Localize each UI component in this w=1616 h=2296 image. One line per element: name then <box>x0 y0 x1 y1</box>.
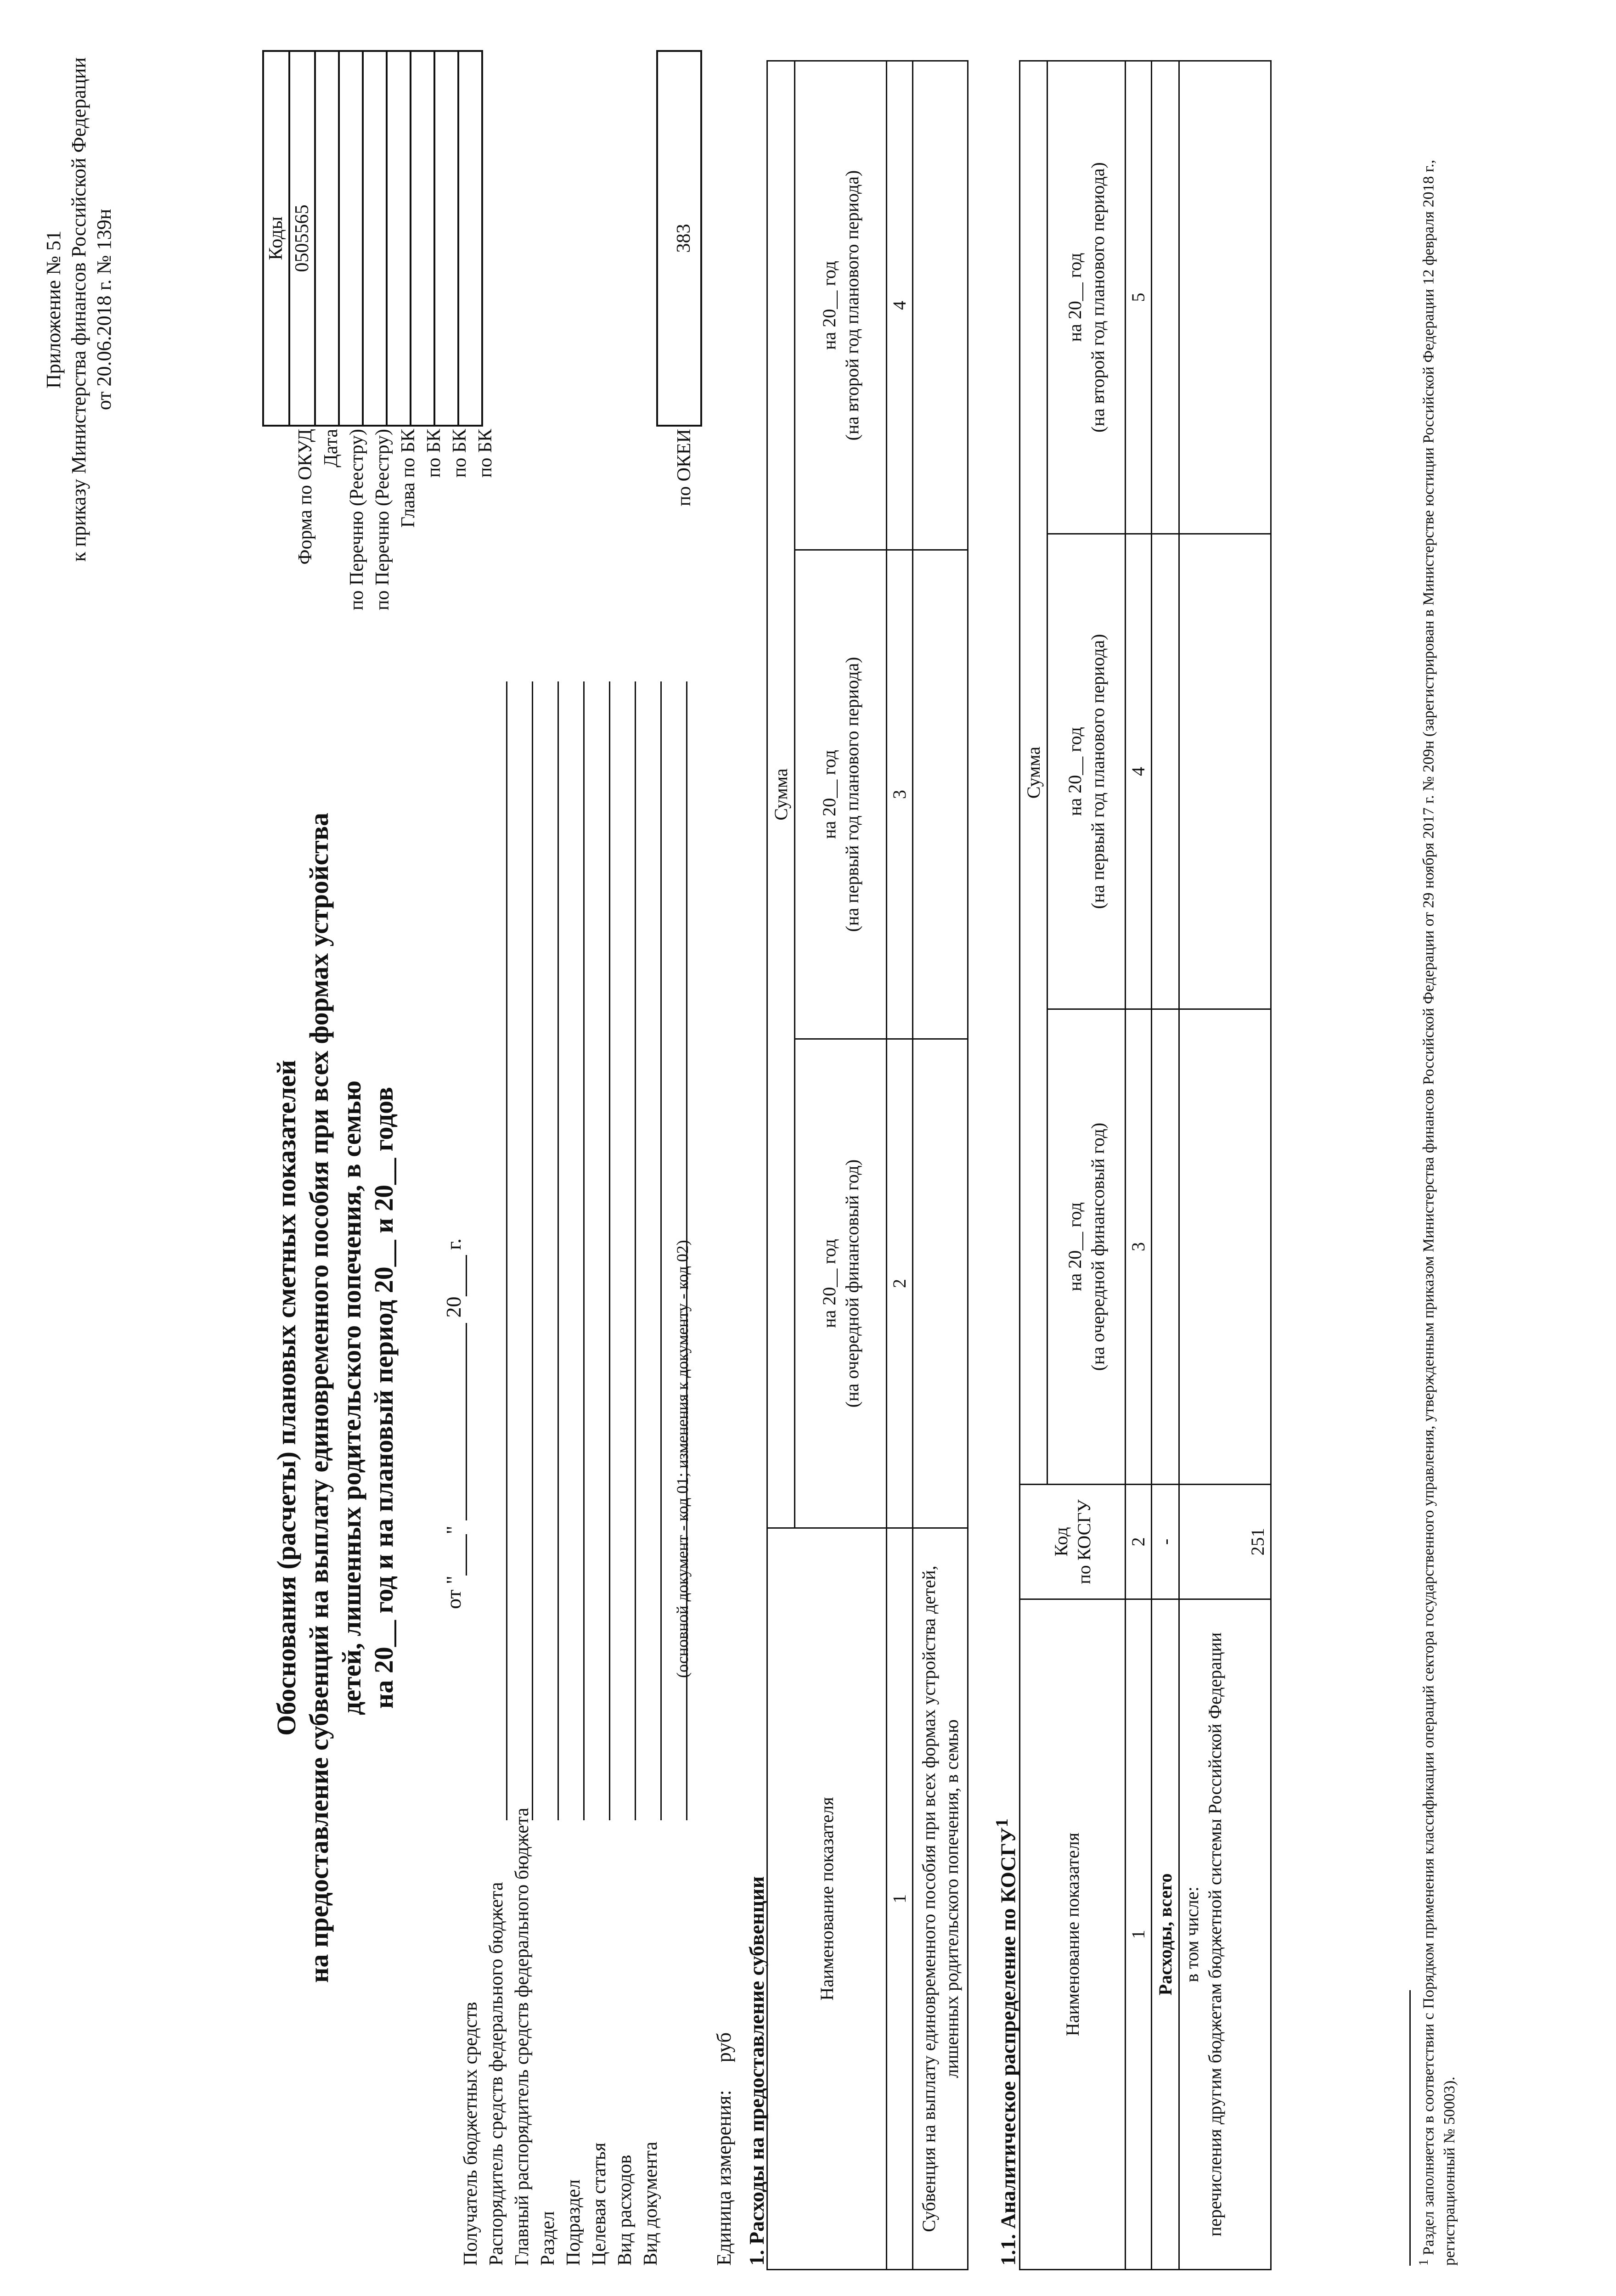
s1-col4-desc: (на второй год планового периода) <box>841 170 862 441</box>
field-label-expense-type: Вид расходов <box>614 2155 636 2266</box>
code-value-bk-1[interactable] <box>411 51 434 426</box>
field-label-target-article: Целевая статья <box>589 2142 610 2266</box>
s11-row-value-2[interactable] <box>1179 534 1271 1009</box>
field-line-manager[interactable] <box>507 681 533 1820</box>
title-line-2: на предоставление субвенций на выплату единовременного пособия при всех формах устройства <box>304 812 334 1983</box>
header-field-lines <box>482 681 687 1820</box>
s11-col5-desc: (на второй год планового периода) <box>1087 162 1108 433</box>
codes-box <box>262 50 483 427</box>
s11-incl-label: в том числе: <box>1182 1886 1202 1982</box>
footnote-text: Раздел заполняется в соответствии с Порядком применения классификации операций сектора государственного управления, утвержденным приказом Министерства финансов Российской Федерации от 29 ноября 2017 г. № 209н (зарегистрирован в Министерстве юстиции Российской Федерации 12 февраля 2018 г., регистрационный № 50003). <box>1420 159 1458 2266</box>
code-label-registry-2: по Перечню (Реестру) <box>372 429 393 611</box>
field-label-recipient: Получатель бюджетных средств <box>460 2002 481 2266</box>
date-day-blank[interactable] <box>447 1534 467 1576</box>
s11-row-code: 251 <box>1179 1485 1271 1599</box>
s1-col3-year: на 20__ год <box>818 750 839 839</box>
s11-col4-year: на 20__ год <box>1064 727 1085 816</box>
code-label-bk-2: по БК <box>449 429 470 478</box>
approval-line-3: от 20.06.2018 г. № 139н <box>93 208 115 411</box>
approval-line-2: к приказу Министерства финансов Российской Федерации <box>68 57 90 562</box>
field-label-doc-type: Вид документа <box>640 2141 661 2266</box>
doc-type-note: (основной документ - код 01; изменения к документу - код 02) <box>673 1240 692 1678</box>
s11-kosgu-l2: по КОСГУ <box>1073 1499 1094 1584</box>
code-label-registry-1: по Перечню (Реестру) <box>346 429 367 611</box>
date-year-prefix: 20 <box>442 1296 465 1318</box>
field-line-section[interactable] <box>559 681 585 1820</box>
code-label-bk-3: по БК <box>475 429 496 478</box>
field-line-expense-type[interactable] <box>636 681 662 1820</box>
s11-row-name: перечисления другим бюджетам бюджетной системы Российской Федерации <box>1205 1632 1225 2237</box>
s11-num-3: 3 <box>1126 1009 1152 1485</box>
s1-num-4: 4 <box>887 61 913 550</box>
codes-header: Коды <box>263 51 289 426</box>
s1-row-value-2[interactable] <box>913 550 968 1039</box>
form-title <box>270 709 400 2087</box>
section-1-1-footnote-mark: 1 <box>992 1818 1012 1828</box>
s11-col3-year: на 20__ год <box>1064 1202 1085 1291</box>
s1-col4-header <box>795 61 887 550</box>
title-line-3: детей, лишенных родительского попечения, в семью <box>336 1080 366 1715</box>
code-value-okud[interactable]: 0505565 <box>289 51 315 426</box>
s11-col3-desc: (на очередной финансовый год) <box>1087 1122 1108 1371</box>
s11-row-value-3[interactable] <box>1179 61 1271 534</box>
code-label-chapter: Глава по БК <box>398 429 419 528</box>
s1-row-value-3[interactable] <box>913 61 968 550</box>
approval-line-1: Приложение № 51 <box>42 230 65 389</box>
footnote-mark: 1 <box>1417 2259 1431 2266</box>
s1-col-sum-header: Сумма <box>767 61 795 1528</box>
s11-total-code: - <box>1152 1485 1179 1599</box>
s11-num-2: 2 <box>1126 1485 1152 1599</box>
s11-total-label: Расходы, всего <box>1152 1599 1179 2270</box>
s1-num-1: 1 <box>887 1528 913 2270</box>
s1-col2-year: на 20__ год <box>818 1239 839 1328</box>
s1-row-value-1[interactable] <box>913 1039 968 1528</box>
code-value-bk-3[interactable] <box>458 51 482 426</box>
s1-col3-header <box>795 550 887 1039</box>
code-label-bk-1: по БК <box>423 429 445 478</box>
s11-kosgu-l1: Код <box>1050 1527 1071 1557</box>
s11-col-name-header: Наименование показателя <box>1020 1599 1126 2270</box>
s1-col2-desc: (на очередной финансовый год) <box>841 1159 862 1408</box>
field-label-chief-manager: Главный распорядитель средств федерального бюджета <box>512 1807 533 2266</box>
field-line-target-article[interactable] <box>610 681 636 1820</box>
field-label-section: Раздел <box>537 2211 558 2266</box>
s1-col2-header <box>795 1039 887 1528</box>
code-value-registry-2[interactable] <box>363 51 387 426</box>
field-label-subsection: Подраздел <box>563 2179 584 2266</box>
section-1-table <box>766 60 968 2270</box>
unit-of-measure <box>711 2032 737 2266</box>
s11-total-value-3[interactable] <box>1152 61 1179 534</box>
header-field-labels <box>459 1807 664 2266</box>
section-1-title: 1. Расходы на предоставление субвенции <box>745 1876 768 2266</box>
field-line-subsection[interactable] <box>585 681 610 1820</box>
s11-row-value-1[interactable] <box>1179 1009 1271 1485</box>
code-value-bk-2[interactable] <box>434 51 458 426</box>
codes-labels <box>293 429 499 677</box>
section-1-1-table <box>1019 60 1272 2270</box>
s1-col4-year: на 20__ год <box>818 261 839 350</box>
s11-total-value-1[interactable] <box>1152 1009 1179 1485</box>
s11-total-value-2[interactable] <box>1152 534 1179 1009</box>
code-label-date: Дата <box>321 429 342 467</box>
s11-col5-header <box>1047 61 1126 534</box>
unit-label: Единица измерения: <box>713 2090 735 2266</box>
date-year-blank[interactable] <box>447 1255 467 1296</box>
code-value-date[interactable] <box>315 51 339 426</box>
okei-label: по ОКЕИ <box>674 429 695 506</box>
s11-col4-header <box>1047 534 1126 1009</box>
s1-num-2: 2 <box>887 1039 913 1528</box>
s1-num-3: 3 <box>887 550 913 1039</box>
footnote <box>1409 62 1460 2266</box>
date-mid: " <box>442 1525 465 1535</box>
field-line-recipient[interactable] <box>482 681 507 1820</box>
date-suffix: г. <box>442 1238 465 1250</box>
s11-col-kosgu-header <box>1020 1485 1126 1599</box>
s11-num-5: 5 <box>1126 61 1152 534</box>
section-1-1-title <box>991 1818 1021 2266</box>
title-line-4: на 20__ год и на плановый период 20__ и 20__ годов <box>369 1086 399 1709</box>
s1-col3-desc: (на первый год планового периода) <box>841 657 862 932</box>
s1-row-name: Субвенция на выплату единовременного пособия при всех формах устройства детей, лишенных родительского попечения, в семью <box>913 1528 968 2270</box>
date-month-blank[interactable] <box>447 1323 467 1520</box>
okei-value[interactable]: 383 <box>656 50 702 427</box>
date-line <box>440 966 467 1609</box>
s11-col3-header <box>1047 1009 1126 1485</box>
title-line-1: Обоснования (расчеты) плановых сметных показателей <box>271 1060 301 1736</box>
s11-col-sum-header: Сумма <box>1020 61 1047 1484</box>
approval-block <box>41 52 117 567</box>
s11-num-1: 1 <box>1126 1599 1152 2270</box>
form-sheet <box>27 29 1588 2270</box>
section-1-1-title-text: 1.1. Аналитическое распределение по КОСГУ <box>996 1827 1020 2266</box>
s11-num-4: 4 <box>1126 534 1152 1009</box>
s11-col5-year: на 20__ год <box>1064 253 1085 342</box>
code-value-chapter[interactable] <box>387 51 411 426</box>
code-value-registry-1[interactable] <box>339 51 363 426</box>
s1-col-name-header: Наименование показателя <box>767 1528 887 2270</box>
unit-value: руб <box>713 2032 735 2063</box>
s11-row-name-cell <box>1179 1599 1271 2270</box>
code-label-okud: Форма по ОКУД <box>295 429 316 565</box>
date-prefix: от " <box>442 1576 465 1609</box>
s11-col4-desc: (на первый год планового периода) <box>1087 634 1108 909</box>
footnote-rule <box>1409 1990 1411 2266</box>
field-line-chief-manager[interactable] <box>533 681 559 1820</box>
field-label-manager: Распорядитель средств федерального бюджета <box>486 1882 507 2266</box>
